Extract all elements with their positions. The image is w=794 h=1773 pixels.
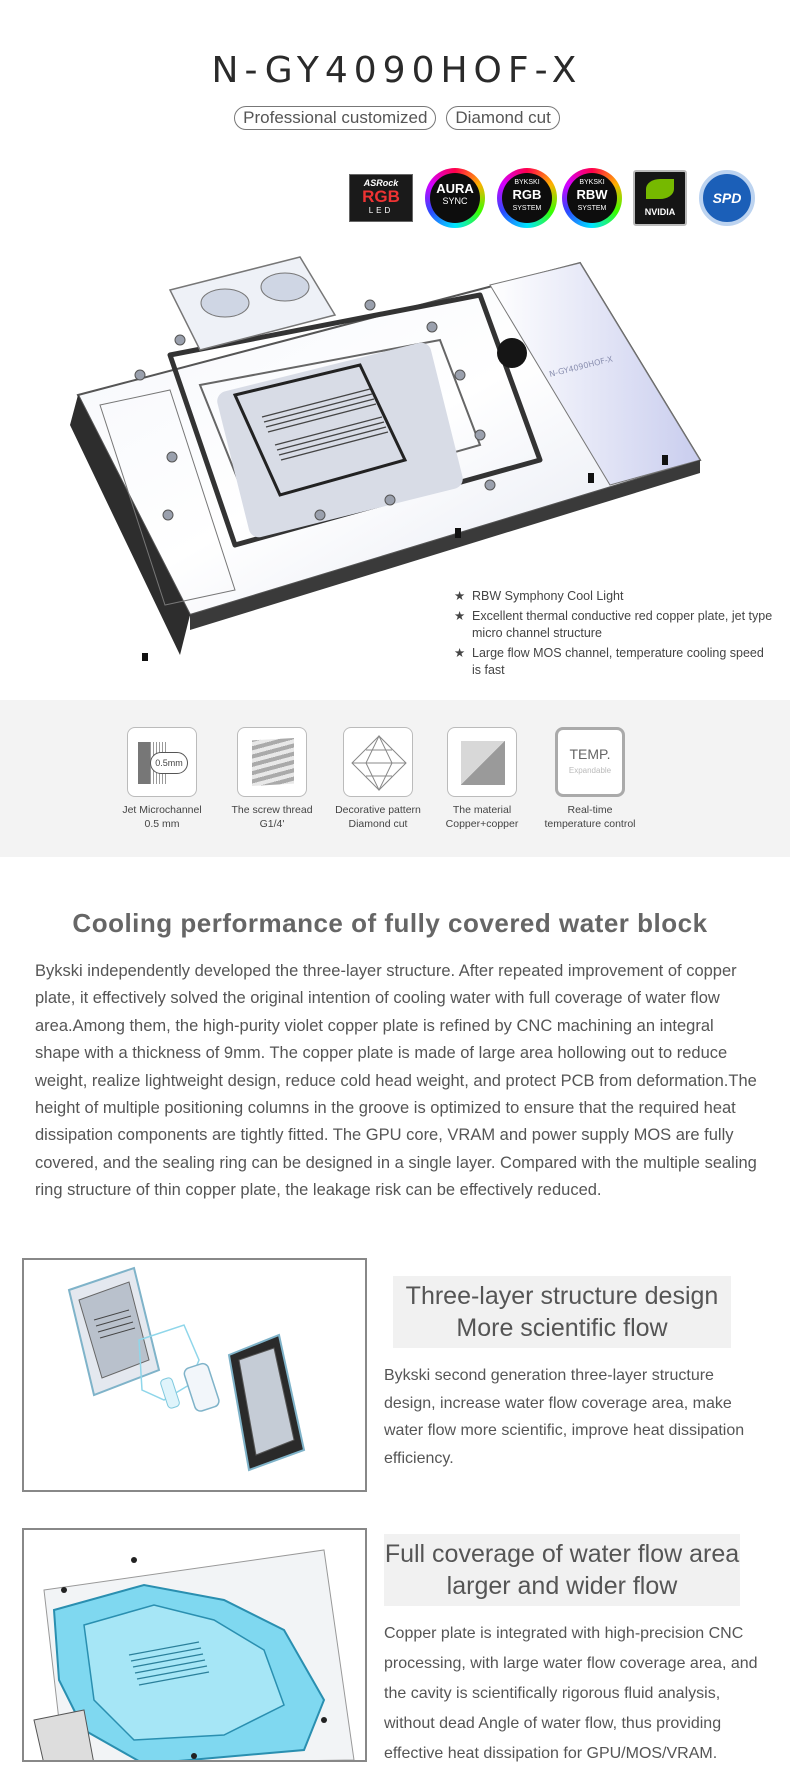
bykski-rbw-sub: SYSTEM [577, 205, 607, 212]
cooling-section-title: Cooling performance of fully covered water block [72, 908, 708, 938]
plate-marking: N-GY4090HOF-X [548, 354, 614, 379]
spec-line1: Jet Microchannel [122, 804, 202, 816]
bykski-rbw-system-logo [562, 168, 622, 228]
three-layer-title-line1: Three-layer structure design [405, 1282, 719, 1310]
spec-line1: The material [452, 804, 512, 816]
nvidia-eye-icon [646, 179, 674, 199]
bykski-rbw-main: RBW [576, 187, 608, 202]
asrock-brand: ASRock [363, 178, 399, 188]
bykski-rbw-brand: BYKSKI [579, 179, 605, 186]
feature-item [454, 608, 774, 642]
temp-sub-label: Expandable [568, 766, 612, 775]
feature-text: Large flow MOS channel, temperature cooling speed is fast [472, 646, 764, 677]
tag-professional: Professional customized [234, 106, 436, 130]
spec-line1: Decorative pattern [335, 804, 421, 816]
bykski-rgb-main: RGB [512, 187, 542, 202]
aura-main: AURA [436, 181, 474, 196]
temp-label: TEMP. [569, 746, 611, 762]
asus-aura-sync-logo [425, 168, 485, 228]
feature-item [454, 645, 774, 679]
three-layer-title-line2: More scientific flow [456, 1314, 668, 1342]
spec-screw-thread [212, 727, 332, 831]
spec-diamond-cut [318, 727, 438, 831]
nvidia-label: NVIDIA [644, 207, 676, 217]
full-coverage-title-line2: larger and wider flow [446, 1572, 678, 1600]
bykski-rgb-brand: BYKSKI [514, 179, 540, 186]
spec-line1: Real-time [567, 804, 613, 816]
star-icon: ★ [454, 609, 466, 623]
spec-line2: Diamond cut [348, 818, 408, 830]
full-coverage-text: Copper plate is integrated with high-precision CNC processing, with large water flow coverage area, and the cavity is scientifically rigorous fluid analysis, without dead Angle of water flow, thus providing effective heat dissipation for GPU/MOS/VRAM. [384, 1625, 758, 1762]
spd-logo: SPD [699, 170, 755, 226]
asrock-led: LED [368, 206, 394, 215]
cooling-body-text: Bykski independently developed the three-layer structure. After repeated improvement of copper plate, it effectively solved the original intention of cooling water with full coverage of water flow area.Among them, the high-purity violet copper plate is refined by CNC machining an integral shape with a thickness of 9mm. The copper plate is made of large area hollowing out to reduce weight, realize lightweight design, reduce cold head weight, and protect PCB from deformation.The height of multiple positioning columns in the groove is optimized to ensure that the required heat dissipation components are tightly fitted. The GPU core, VRAM and power supply MOS are fully covered, and the sealing ring can be designed in a single layer. Compared with the multiple sealing ring structure of thin copper plate, the leakage risk can be effectively reduced. [35, 962, 757, 1200]
material-icon [447, 727, 517, 797]
spec-material [422, 727, 542, 831]
spec-line2: temperature control [544, 818, 636, 830]
microchannel-size: 0.5mm [150, 752, 188, 774]
page-title: N-GY4090HOF-X [211, 50, 583, 91]
microchannel-icon [127, 727, 197, 797]
screw-thread-icon [237, 727, 307, 797]
bykski-rgb-sub: SYSTEM [512, 205, 542, 212]
spec-line2: G1/4' [259, 818, 285, 830]
temperature-icon [555, 727, 625, 797]
feature-list [454, 588, 774, 682]
spec-microchannel [102, 727, 222, 831]
feature-text: RBW Symphony Cool Light [472, 589, 624, 603]
spec-icon-band [0, 700, 790, 857]
full-coverage-title [384, 1534, 740, 1606]
spec-temperature [530, 727, 650, 831]
asrock-rgb: RGB [362, 187, 400, 206]
diamond-cut-icon [343, 727, 413, 797]
feature-item [454, 588, 774, 605]
feature-text: Excellent thermal conductive red copper plate, jet type micro channel structure [472, 609, 773, 640]
spec-line2: 0.5 mm [144, 818, 180, 830]
nvidia-logo [633, 170, 687, 226]
star-icon: ★ [454, 589, 466, 603]
asrock-rgb-led-logo [349, 174, 413, 222]
star-icon: ★ [454, 646, 466, 660]
three-layer-title [393, 1276, 731, 1348]
full-coverage-image [22, 1528, 367, 1762]
bykski-rgb-system-logo [497, 168, 557, 228]
compatibility-logos [349, 168, 759, 228]
spec-line1: The screw thread [231, 804, 313, 816]
full-coverage-title-line1: Full coverage of water flow area [384, 1540, 740, 1568]
aura-sub: SYNC [442, 196, 468, 206]
three-layer-image [22, 1258, 367, 1492]
tag-diamond-cut: Diamond cut [446, 106, 559, 130]
tag-row [0, 106, 794, 130]
three-layer-text: Bykski second generation three-layer structure design, increase water flow coverage area, make water flow more scientific, improve heat dissipation efficiency. [384, 1367, 745, 1467]
spec-line2: Copper+copper [445, 818, 519, 830]
